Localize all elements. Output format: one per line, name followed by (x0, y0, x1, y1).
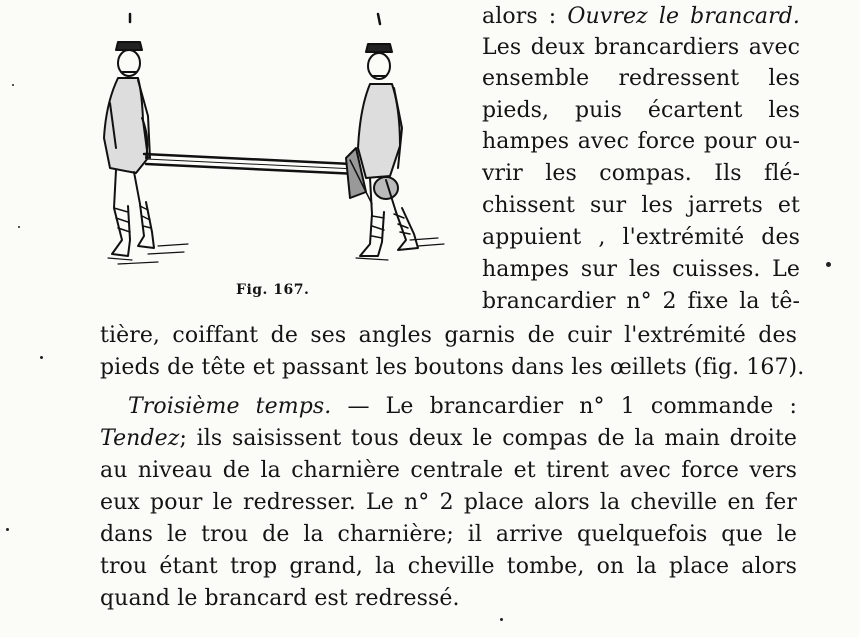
text-fragment: ; ils saisissent tous deux le compas de la main droite (179, 426, 797, 451)
text-line: hampes avec force pour ou- (482, 129, 800, 154)
text-line (128, 392, 797, 422)
italic-command: Ouvrez le brancard. (567, 4, 800, 29)
text-line: trou étant trop grand, la cheville tombe, on la place alors (100, 554, 797, 579)
text-line: appuient , l'extrémité des (482, 225, 800, 250)
text-line: chissent sur les jarrets et (482, 193, 800, 218)
text-line: hampes sur les cuisses. Le (482, 257, 800, 282)
italic-command: Tendez (100, 426, 180, 451)
text-line: pieds, puis écartent les (482, 98, 800, 123)
text-line: brancardier n° 2 fixe la tê- (482, 289, 800, 314)
scan-speck (18, 226, 20, 228)
text-fragment: — Le brancardier n° 1 commande : (331, 394, 797, 419)
text-line: pieds de tête et passant les boutons dans les œillets (fig. 167). (100, 355, 805, 380)
figure-167 (88, 8, 468, 298)
scan-speck (500, 618, 503, 621)
text-line: quand le brancard est redressé. (100, 586, 460, 611)
text-line: ensemble redressent les (482, 66, 800, 91)
text-line: Les deux brancardiers avec (482, 35, 800, 60)
text-line: vrir les compas. Ils flé- (482, 161, 800, 186)
scan-speck (6, 528, 9, 531)
italic-heading: Troisième temps. (128, 394, 332, 419)
text-line: au niveau de la charnière centrale et tirent avec force vers (100, 458, 797, 483)
stretcher-bearers-illustration (88, 8, 468, 298)
scan-speck (12, 84, 14, 86)
text-line: dans le trou de la charnière; il arrive quelquefois que le (100, 522, 797, 547)
text-line (100, 424, 797, 454)
text-line: eux pour le redresser. Le n° 2 place alors la cheville en fer (100, 490, 797, 515)
text-fragment: alors : (482, 4, 568, 29)
scan-speck (40, 356, 43, 359)
figure-caption: Fig. 167. (236, 282, 310, 298)
text-line (482, 2, 800, 32)
scan-speck (826, 262, 831, 267)
text-line: tière, coiffant de ses angles garnis de cuir l'extrémité des (100, 323, 797, 348)
